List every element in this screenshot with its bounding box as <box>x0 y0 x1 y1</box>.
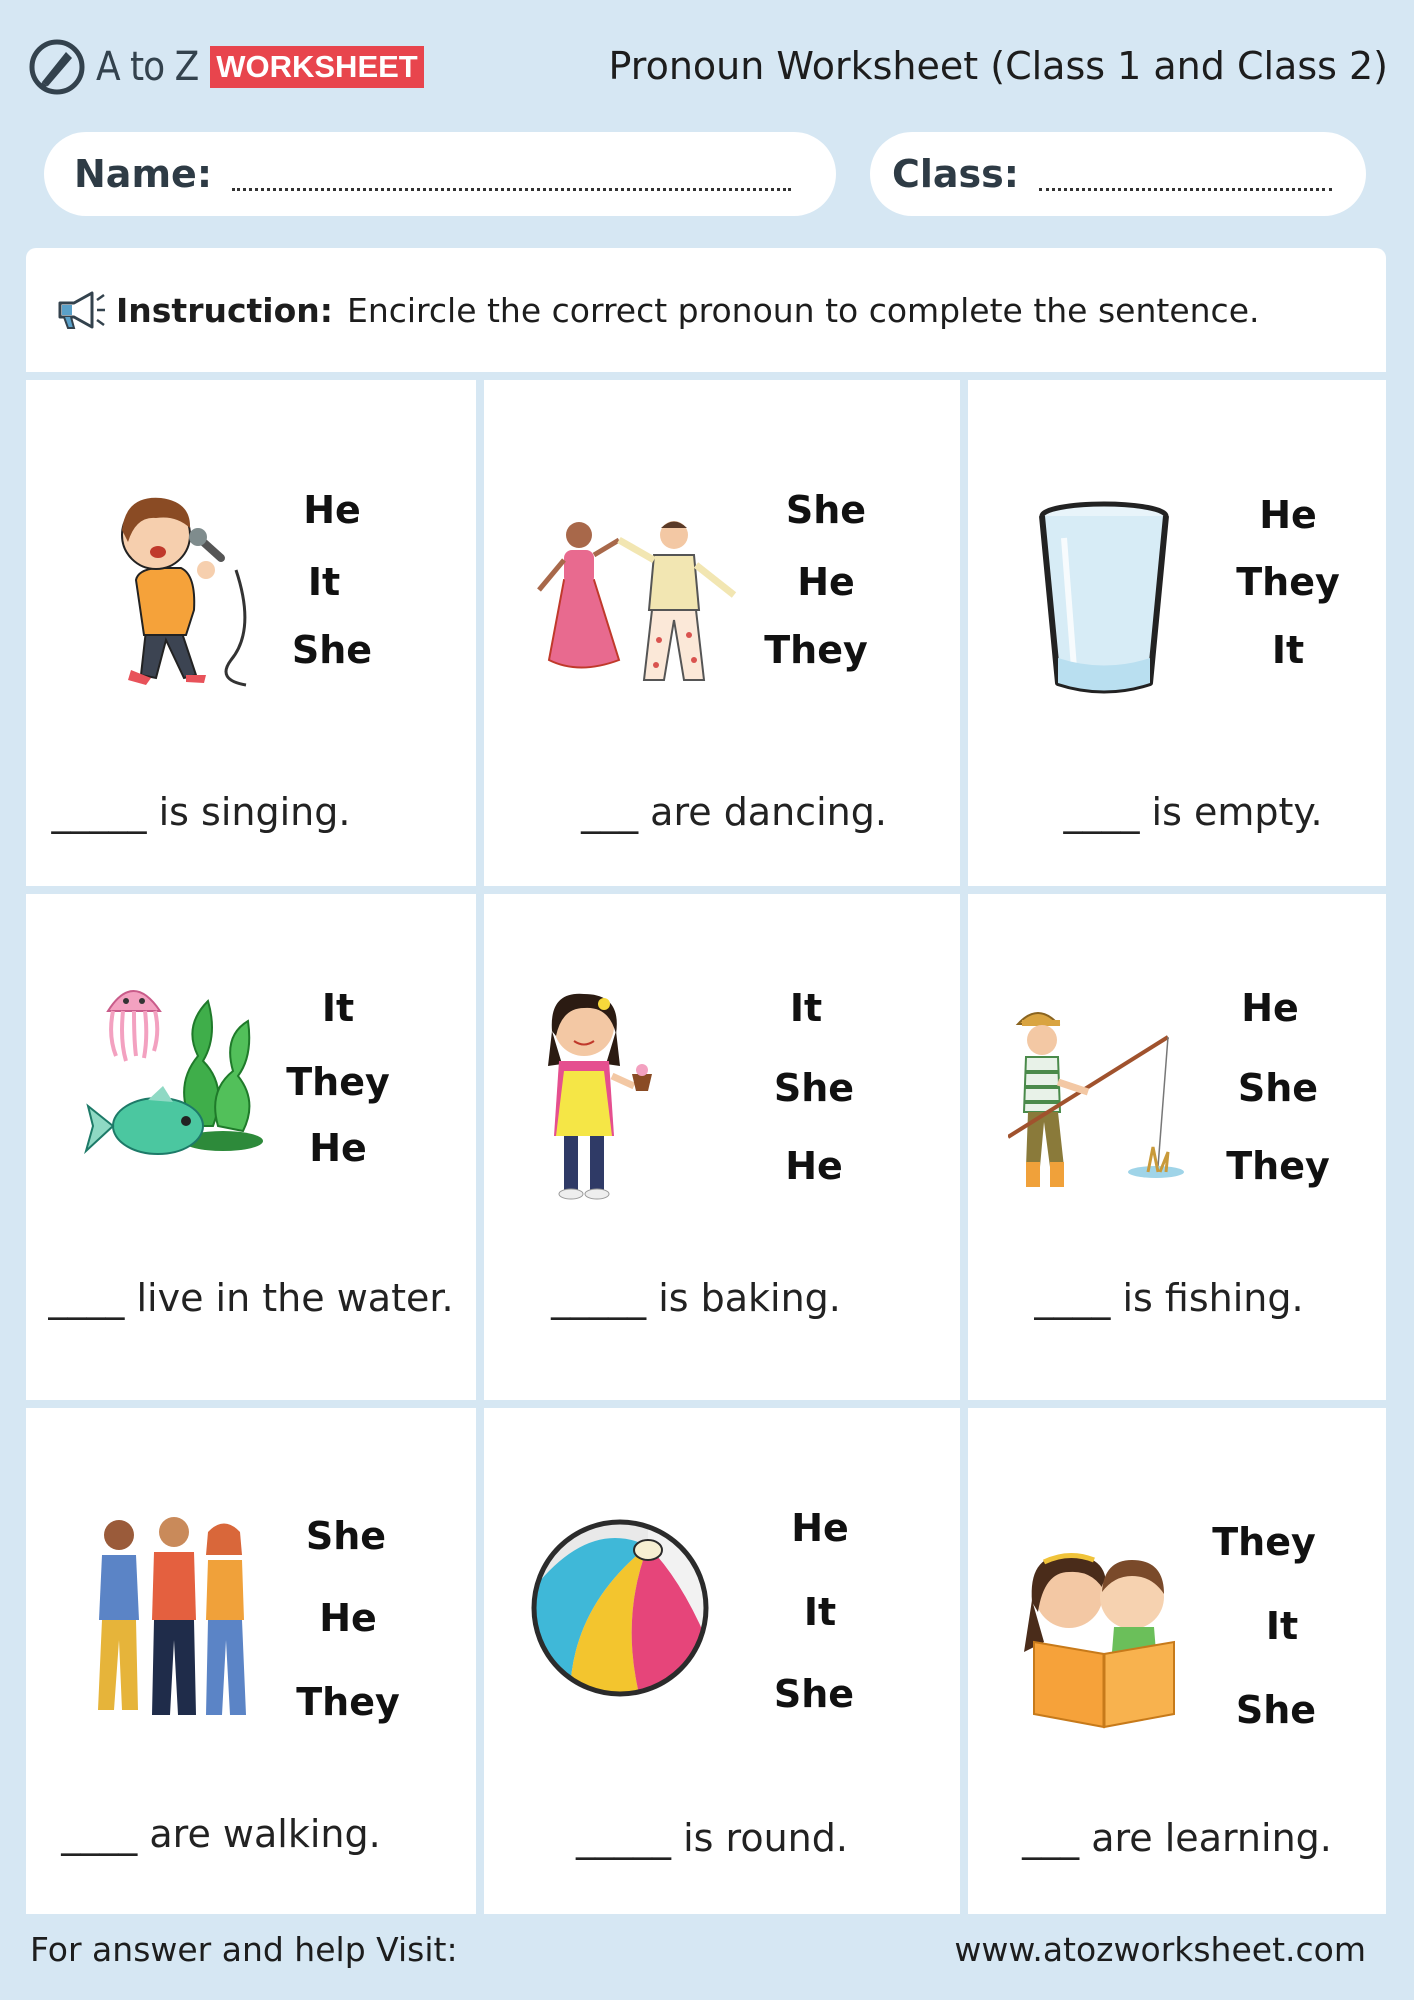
pronoun-option[interactable]: It <box>321 986 355 1030</box>
pronoun-option[interactable]: She <box>291 628 373 672</box>
exercise-card <box>968 380 1386 886</box>
logo-text: A to Z <box>96 44 199 90</box>
sentence: ____ live in the water. <box>48 1276 454 1320</box>
pronoun-option[interactable]: She <box>773 1672 855 1716</box>
pronoun-option[interactable]: She <box>773 1066 855 1110</box>
pronoun-option[interactable]: He <box>319 1596 377 1640</box>
name-label: Name: <box>74 152 213 196</box>
sentence: _____ is singing. <box>51 790 351 834</box>
sentence: ___ are dancing. <box>581 790 887 834</box>
couple-dancing-picture <box>524 510 744 690</box>
site-logo[interactable] <box>28 38 424 96</box>
pronoun-option[interactable]: They <box>286 1060 390 1104</box>
empty-glass-picture <box>1034 498 1174 698</box>
pronoun-option[interactable]: It <box>307 560 341 604</box>
exercise-card <box>484 894 960 1400</box>
sea-creatures-picture <box>78 976 288 1176</box>
sentence: _____ is baking. <box>551 1276 841 1320</box>
instruction-bar <box>26 248 1386 372</box>
name-field[interactable] <box>44 132 836 216</box>
footer-website-link[interactable]: www.atozworksheet.com <box>954 1930 1366 1969</box>
exercise-card <box>26 380 476 886</box>
pronoun-option[interactable]: He <box>303 488 361 532</box>
pronoun-option[interactable]: He <box>309 1126 367 1170</box>
pen-logo-icon <box>28 38 86 96</box>
sentence: ____ are walking. <box>61 1812 381 1856</box>
class-label: Class: <box>892 152 1019 196</box>
pronoun-option[interactable]: He <box>1259 493 1317 537</box>
name-blank[interactable] <box>232 158 791 191</box>
pronoun-option[interactable]: They <box>764 628 868 672</box>
girl-baking-picture <box>534 986 664 1206</box>
pronoun-option[interactable]: They <box>1212 1520 1316 1564</box>
pronoun-option[interactable]: It <box>1271 628 1305 672</box>
pronoun-option[interactable]: He <box>791 1506 849 1550</box>
pronoun-option[interactable]: They <box>296 1680 400 1724</box>
pronoun-option[interactable]: She <box>1235 1688 1317 1732</box>
exercise-card <box>968 894 1386 1400</box>
sentence: ____ is empty. <box>1063 790 1323 834</box>
footer-help-text: For answer and help Visit: <box>30 1930 458 1969</box>
pronoun-option[interactable]: He <box>797 560 855 604</box>
pronoun-option[interactable]: She <box>1237 1066 1319 1110</box>
boy-fishing-picture <box>1008 982 1188 1202</box>
sentence: ___ are learning. <box>1022 1816 1332 1860</box>
page-title: Pronoun Worksheet (Class 1 and Class 2) <box>608 44 1388 88</box>
exercise-card <box>968 1408 1386 1914</box>
pronoun-option[interactable]: It <box>1265 1604 1299 1648</box>
pronoun-option[interactable]: She <box>305 1514 387 1558</box>
pronoun-option[interactable]: They <box>1236 560 1340 604</box>
friends-walking-picture <box>84 1510 264 1730</box>
pronoun-option[interactable]: They <box>1226 1144 1330 1188</box>
page-header <box>28 34 1388 104</box>
class-blank[interactable] <box>1039 158 1332 191</box>
kids-reading-picture <box>1014 1542 1194 1742</box>
boy-singing-picture <box>86 480 286 690</box>
logo-badge: WORKSHEET <box>210 46 424 88</box>
exercise-card <box>484 380 960 886</box>
exercise-card <box>484 1408 960 1914</box>
pronoun-option[interactable]: She <box>785 488 867 532</box>
sentence: ____ is fishing. <box>1034 1276 1304 1320</box>
exercise-card <box>26 894 476 1400</box>
instruction-text: Encircle the correct pronoun to complete the sentence. <box>346 290 1260 330</box>
sentence: _____ is round. <box>576 1816 848 1860</box>
megaphone-icon <box>54 288 106 332</box>
beach-ball-picture <box>530 1518 710 1698</box>
class-field[interactable] <box>870 132 1366 216</box>
pronoun-option[interactable]: It <box>803 1590 837 1634</box>
pronoun-option[interactable]: It <box>789 986 823 1030</box>
exercise-card <box>26 1408 476 1914</box>
instruction-lead: Instruction: <box>116 290 333 330</box>
pronoun-option[interactable]: He <box>1241 986 1299 1030</box>
pronoun-option[interactable]: He <box>785 1144 843 1188</box>
